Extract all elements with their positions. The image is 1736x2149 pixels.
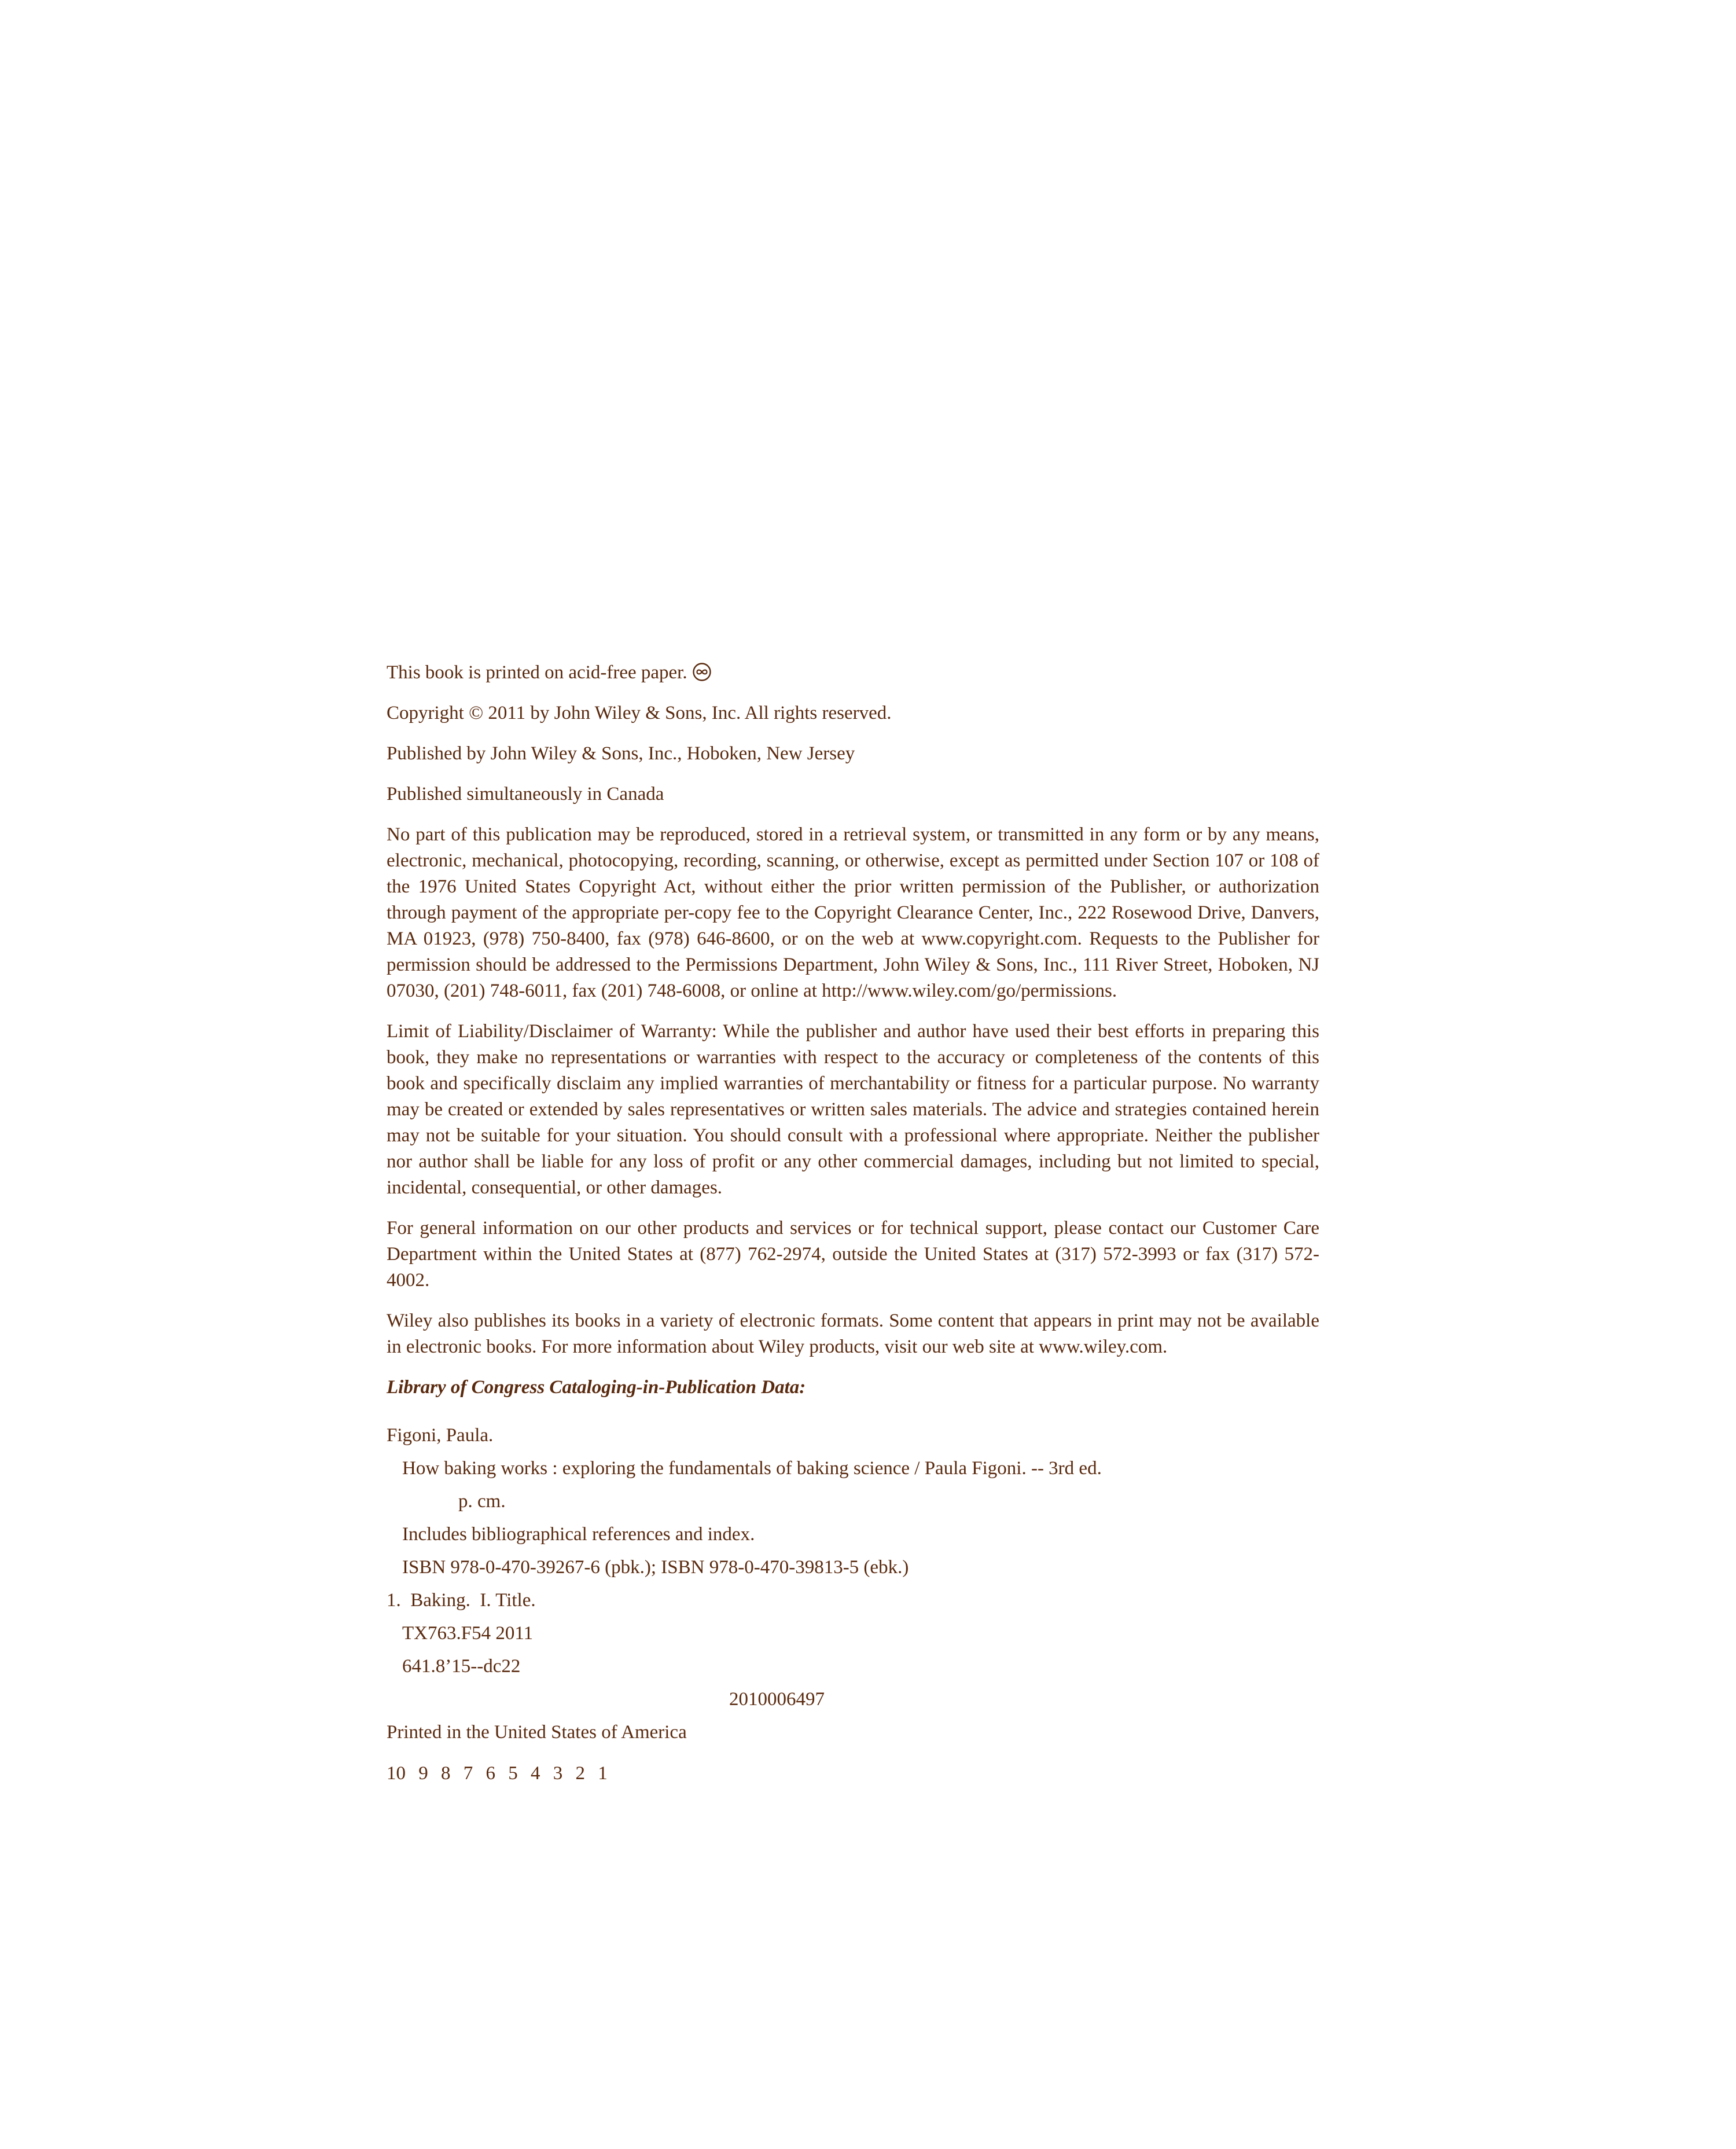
cip-notes: Includes bibliographical references and index. (402, 1524, 755, 1545)
copyright-page (387, 660, 1319, 1806)
cip-author: Figoni, Paula. (387, 1425, 494, 1446)
published-canada-line: Published simultaneously in Canada (387, 784, 664, 805)
printed-in-line: Printed in the United States of America (387, 1722, 687, 1743)
cip-lc-class: TX763.F54 2011 (402, 1623, 534, 1644)
copyright-line: Copyright © 2011 by John Wiley & Sons, Inc. All rights reserved. (387, 703, 892, 723)
printing-number-line: 10 9 8 7 6 5 4 3 2 1 (387, 1763, 608, 1784)
cip-pages: p. cm. (458, 1491, 506, 1512)
cip-isbn: ISBN 978-0-470-39267-6 (pbk.); ISBN 978-0-470-39813-5 (ebk.) (402, 1557, 909, 1578)
acid-free-notice (387, 660, 1319, 686)
published-by-line: Published by John Wiley & Sons, Inc., Hoboken, New Jersey (387, 743, 855, 764)
electronic-formats-paragraph: Wiley also publishes its books in a variety of electronic formats. Some content that appears in print may not be available in electronic books. For more information about Wiley products, visit our web site at www.wiley.com. (387, 1310, 1319, 1357)
cip-lccn: 2010006497 (729, 1689, 825, 1710)
cip-subjects: 1. Baking. I. Title. (387, 1590, 536, 1611)
infinity-circle-icon (692, 662, 712, 682)
cip-heading: Library of Congress Cataloging-in-Publication Data: (387, 1377, 806, 1398)
rights-paragraph: No part of this publication may be reproduced, stored in a retrieval system, or transmitted in any form or by any means, electronic, mechanical, photocopying, recording, scanning, or otherwise, except as permitted under Section 107 or 108 of the 1976 United States Copyright Act, without either the prior written permission of the Publisher, or authorization through payment of the appropriate per-copy fee to the Copyright Clearance Center, Inc., 222 Rosewood Drive, Danvers, MA 01923, (978) 750-8400, fax (978) 646-8600, or on the web at www.copyright.com. Requests to the Publisher for permission should be addressed to the Permissions Department, John Wiley & Sons, Inc., 111 River Street, Hoboken, NJ 07030, (201) 748-6011, fax (201) 748-6008, or online at http://www.wiley.com/go/permissions. (387, 824, 1319, 1001)
cip-title-line: How baking works : exploring the fundamentals of baking science / Paula Figoni. -- 3rd ed. (402, 1458, 1102, 1479)
liability-paragraph: Limit of Liability/Disclaimer of Warranty: While the publisher and author have used their best efforts in preparing this book, they make no representations or warranties with respect to the accuracy or completeness of the contents of this book and specifically disclaim any implied warranties of merchantability or fitness for a particular purpose. No warranty may be created or extended by sales representatives or written sales materials. The advice and strategies contained herein may not be suitable for your situation. You should consult with a professional where appropriate. Neither the publisher nor author shall be liable for any loss of profit or any other commercial damages, including but not limited to special, incidental, consequential, or other damages. (387, 1021, 1319, 1198)
cip-dewey: 641.8’15--dc22 (402, 1656, 521, 1677)
acid-free-text: This book is printed on acid-free paper. (387, 662, 687, 683)
support-paragraph: For general information on our other products and services or for technical support, please contact our Customer Care Department within the United States at (877) 762-2974, outside the United States at (317) 572-3993 or fax (317) 572-4002. (387, 1218, 1319, 1291)
